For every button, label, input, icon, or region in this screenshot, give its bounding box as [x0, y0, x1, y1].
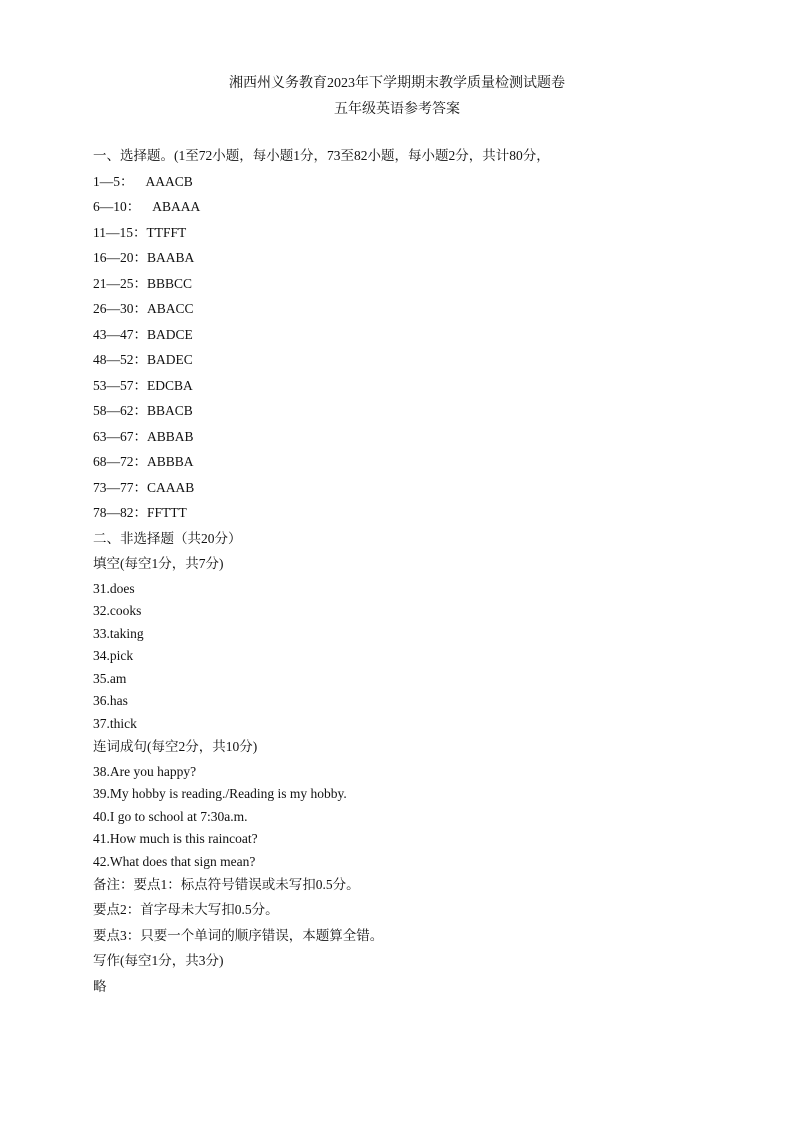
answer-row [93, 198, 733, 224]
question-range: 78—82： [93, 505, 147, 520]
answer-value: AAACB [145, 173, 193, 189]
marking-note: 要点2：首字母未大写扣0.5分。 [93, 902, 279, 918]
document-body [93, 147, 733, 1000]
section2-heading: 二、非选择题（共20分） [93, 530, 242, 546]
question-range: 21—25： [93, 275, 147, 291]
fill-answer: 34.pick [93, 648, 134, 664]
fill-answer: 31.does [93, 580, 135, 596]
answer-value: BBBCC [147, 275, 193, 291]
marking-note: 要点3：只要一个单词的顺序错误，本题算全错。 [93, 927, 384, 943]
document-subtitle: 五年级英语参考答案 [334, 102, 460, 117]
answer-row [93, 504, 733, 530]
answer-row [93, 249, 733, 275]
marking-notes [93, 876, 733, 953]
question-range: 53—57： [93, 377, 147, 393]
question-range: 73—77： [93, 479, 147, 495]
section1-heading: 一、选择题。(1至72小题，每小题1分，73至82小题，每小题2分，共计80分， [93, 148, 550, 163]
sentence-answer: 38.Are you happy? [93, 763, 197, 779]
answer-value: ABACC [147, 301, 194, 316]
answer-value: CAAAB [147, 479, 195, 495]
section-non-choice [93, 530, 733, 1001]
fill-answer: 33.taking [93, 625, 144, 641]
question-range: 68—72： [93, 454, 147, 469]
answer-value: BBACB [147, 403, 193, 418]
answer-row [93, 351, 733, 377]
answer-value: ABBBA [147, 454, 194, 469]
answer-value: ABAAA [152, 199, 201, 214]
answer-value: ABBAB [147, 428, 194, 444]
answer-value: BADEC [147, 352, 193, 367]
question-range: 26—30： [93, 301, 147, 316]
fill-heading: 填空(每空1分，共7分) [93, 556, 224, 571]
sentence-answer-list [93, 763, 733, 876]
answer-row [93, 453, 733, 479]
writing-answer: 略 [93, 978, 107, 994]
section-multiple-choice [93, 147, 733, 530]
answer-row [93, 326, 733, 352]
fill-answer: 36.has [93, 693, 128, 709]
answer-value: TTFFT [146, 224, 187, 240]
question-range: 16—20： [93, 250, 147, 265]
sentence-answer: 41.How much is this raincoat? [93, 831, 258, 847]
fill-answer: 37.thick [93, 716, 137, 732]
answer-row [93, 173, 733, 199]
answer-row [93, 479, 733, 505]
question-range: 11—15： [93, 224, 147, 240]
answer-value: BAABA [147, 250, 195, 265]
fill-answer: 32.cooks [93, 603, 142, 619]
question-range: 58—62： [93, 403, 147, 418]
answer-row [93, 402, 733, 428]
document-title: 湘西州义务教育2023年下学期期末教学质量检测试题卷 [229, 76, 565, 91]
writing-heading: 写作(每空1分，共3分) [93, 953, 224, 969]
answer-list [93, 173, 733, 530]
question-range: 43—47： [93, 326, 147, 342]
sentence-answer: 42.What does that sign mean? [93, 854, 256, 870]
answer-row [93, 300, 733, 326]
sentence-answer: 39.My hobby is reading./Reading is my hobby. [93, 786, 347, 802]
answer-value: FFTTT [147, 505, 187, 520]
sentence-answer: 40.I go to school at 7:30a.m. [93, 808, 248, 824]
answer-row [93, 275, 733, 301]
question-range: 1—5： [93, 173, 134, 189]
answer-row [93, 377, 733, 403]
answer-value: BADCE [147, 326, 193, 342]
question-range: 48—52： [93, 352, 147, 367]
sentence-heading: 连词成句(每空2分，共10分) [93, 738, 258, 754]
question-range: 63—67： [93, 428, 147, 444]
answer-row [93, 224, 733, 250]
marking-note: 备注：要点1：标点符号错误或未写扣0.5分。 [93, 876, 360, 892]
fill-answer-list [93, 580, 733, 738]
answer-row [93, 428, 733, 454]
fill-answer: 35.am [93, 670, 127, 686]
question-range: 6—10： [93, 199, 141, 214]
answer-value: EDCBA [147, 377, 193, 393]
